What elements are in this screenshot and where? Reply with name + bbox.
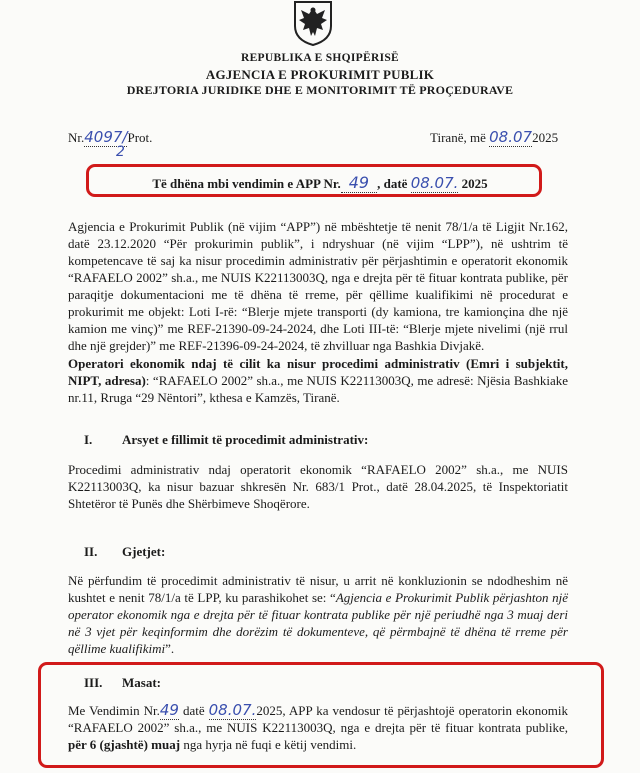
intro-paragraph: Agjencia e Prokurimit Publik (në vijim “APP”) në mbështetje të nenit 78/1/a të Ligjit Nr.162, datë 23.12.2020 “Për prokurimin publik”, i ndryshuar (në vijim “LPP”), në ushtrim të kompetencave të saj ka nisur procedimin administrativ për përjashtimin e operatorit ekonomik “RAFAELO 2002” sh.a., me NUIS K22113003Q, nga e drejta për të fituar kontrata publike, për paraqitje dokumentacioni me të dhëna të rreme, për qëllime kualifikimi në procedurat e prokurimit me objekt: Loti I-rë: “Blerje mjete transporti (dy kamiona, tre kamionçina dhe një kamion me vinç)” me REF-21390-09-24-2024, dhe Loti III-të: “Blerje mjete nivelimi (një rrul dhe një grejder)” me REF-21396-09-24-2024, të zhvilluar nga Bashkia Divjakë. bbox=[68, 219, 568, 353]
section-1-number: I. bbox=[84, 432, 93, 447]
section-3-number: III. bbox=[84, 675, 103, 690]
protocol-number: Nr.4097/Prot. bbox=[68, 128, 153, 146]
operator-paragraph: Operatori ekonomik ndaj të cilit ka nisur procedimi administrativ (Emri i subjektit, NIPT, adresa): “RAFAELO 2002” sh.a., me NUIS K22113003Q, me adresë: Njësia Bashkiake nr.11, Rruga “29 Nëntori”, kthesa e Kamzës, Tiranë. bbox=[68, 356, 568, 405]
albania-eagle-emblem bbox=[291, 0, 335, 46]
section-3-text: Me Vendimin Nr.49 datë 08.07.2025, APP ka vendosur të përjashtojë operatorin ekonomik “RAFAELO 2002” sh.a., me NUIS K22113003Q, nga e drejta për të fituar kontrata publike, për 6 (gjashtë) muaj nga hyrja në fuqi e këtij vendimi. bbox=[68, 701, 568, 752]
place-date: Tiranë, më 08.072025 bbox=[430, 128, 559, 146]
section-1-title: Arsyet e fillimit të procedimit administrativ: bbox=[122, 432, 369, 447]
republic-heading: REPUBLIKA E SHQIPËRISË bbox=[240, 52, 400, 64]
directorate-heading: DREJTORIA JURIDIKE DHE E MONITORIMIT TË PROÇEDURAVE bbox=[126, 83, 514, 97]
decision-title: Të dhëna mbi vendimin e APP Nr. 49 , datë 08.07. 2025 bbox=[152, 173, 488, 192]
agency-heading: AGJENCIA E PROKURIMIT PUBLIK bbox=[205, 67, 435, 82]
protocol-subnumber: 2 bbox=[116, 144, 125, 160]
section-2-number: II. bbox=[84, 544, 98, 559]
section-1-text: Procedimi administrativ ndaj operatorit ekonomik “RAFAELO 2002” sh.a., me NUIS K22113003Q, ka nisur bazuar shkresën Nr. 683/1 Prot., datë 28.04.2025, të Inspektoriatit Shtetëror të Punës dhe Shërbimeve Shoqërore. bbox=[68, 462, 568, 511]
section-2-text: Në përfundim të procedimit administrativ të nisur, u arrit në konkluzionin se ndodheshim në kushtet e nenit 78/1/a të LPP, ku parashikohet se: “Agjencia e Prokurimit Publik përjashton një operator ekonomik nga e drejta për të fituar kontrata publike për një periudhë nga 3 muaj deri në 3 vjet për keqinformim dhe dorëzim të dokumenteve, që përmbajnë të dhëna të rreme për qëllime kualifikimi”. bbox=[68, 573, 568, 656]
section-3-title: Masat: bbox=[122, 675, 161, 690]
section-2-title: Gjetjet: bbox=[122, 544, 166, 559]
